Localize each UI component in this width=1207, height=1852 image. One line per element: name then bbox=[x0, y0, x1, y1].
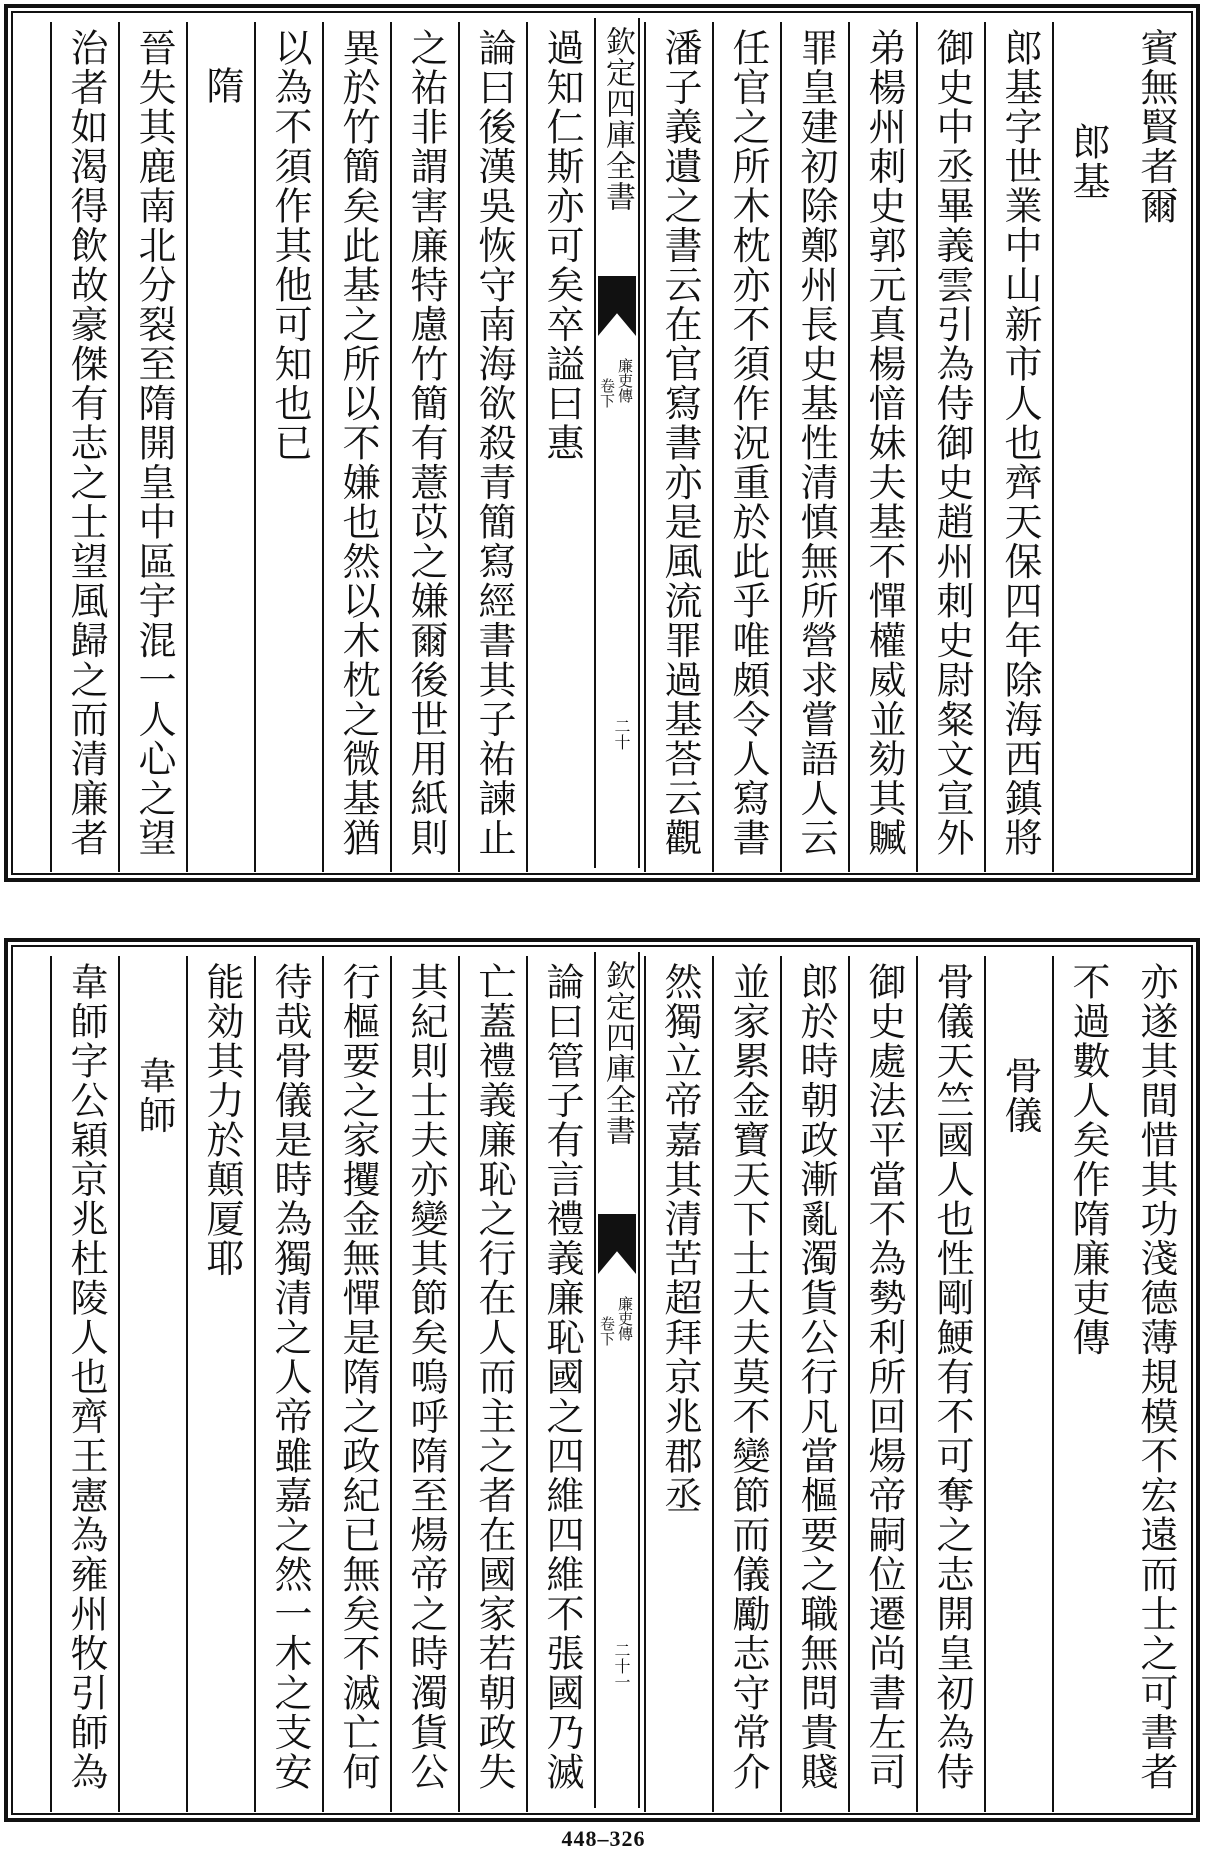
fold-strip bbox=[594, 952, 640, 1808]
text-column: 韋師字公穎京兆杜陵人也齊王憲為雍州牧引師為 bbox=[50, 956, 118, 1812]
upper-page-frame bbox=[4, 4, 1200, 882]
text-column: 郎基字世業中山新市人也齊天保四年除海西鎮將 bbox=[984, 22, 1052, 872]
text-column: 待哉骨儀是時為獨清之人帝雖嘉之然一木之支安 bbox=[254, 956, 322, 1812]
text-column: 然獨立帝嘉其清苦超拜京兆郡丞 bbox=[644, 956, 712, 1812]
lower-page-frame bbox=[4, 938, 1200, 1822]
section-heading: 韋師 bbox=[118, 956, 186, 1812]
juan-label: 卷下 bbox=[598, 378, 616, 408]
text-column: 賓無賢者爾 bbox=[1134, 28, 1178, 226]
text-column: 能効其力於顛厦耶 bbox=[186, 956, 254, 1812]
book-title: 欽定四庫全書 bbox=[600, 26, 635, 212]
text-column: 異於竹簡矣此基之所以不嫌也然以木枕之微基猶 bbox=[322, 22, 390, 872]
text-column: 郎於時朝政漸亂濁貨公行凡當樞要之職無問貴賤 bbox=[780, 956, 848, 1812]
text-column: 罪皇建初除鄭州長史基性清慎無所營求嘗語人云 bbox=[780, 22, 848, 872]
text-column: 其紀則士夫亦變其節矣嗚呼隋至煬帝之時濁貨公 bbox=[390, 956, 458, 1812]
text-column: 晉失其鹿南北分裂至隋開皇中區宇混一人心之望 bbox=[118, 22, 186, 872]
juan-label: 卷下 bbox=[598, 1316, 616, 1346]
text-column: 不過數人矣作隋廉吏傳 bbox=[1052, 956, 1120, 1812]
page-number: 二十 bbox=[612, 718, 631, 750]
text-column: 骨儀天竺國人也性剛鯁有不可奪之志開皇初為侍 bbox=[916, 956, 984, 1812]
volume-name: 廉吏傳 bbox=[616, 1296, 634, 1341]
text-column: 任官之所木枕亦不須作況重於此乎唯頗令人寫書 bbox=[712, 22, 780, 872]
book-title: 欽定四庫全書 bbox=[600, 960, 635, 1146]
text-column: 之祐非謂害廉特慮竹簡有薏苡之嫌爾後世用紙則 bbox=[390, 22, 458, 872]
section-heading: 郎基 bbox=[1052, 22, 1120, 872]
text-column: 過知仁斯亦可矣卒謚曰惠 bbox=[526, 22, 594, 872]
text-column: 治者如渴得飲故豪傑有志之士望風歸之而清廉者 bbox=[50, 22, 118, 872]
section-heading: 骨儀 bbox=[984, 956, 1052, 1812]
text-column: 弟楊州刺史郭元真楊愔妹夫基不憚權威並劾其贓 bbox=[848, 22, 916, 872]
dynasty-heading: 隋 bbox=[186, 22, 254, 872]
text-column: 亦遂其間惜其功淺德薄規模不宏遠而士之可書者 bbox=[1134, 962, 1178, 1792]
text-column: 潘子義遺之書云在官寫書亦是風流罪過基荅云觀 bbox=[644, 22, 712, 872]
page-footer-number: 448–326 bbox=[561, 1826, 646, 1851]
text-column: 御史中丞畢義雲引為侍御史趙州刺史尉粲文宣外 bbox=[916, 22, 984, 872]
text-column: 論曰管子有言禮義廉恥國之四維四維不張國乃滅 bbox=[526, 956, 594, 1812]
text-column: 亡蓋禮義廉恥之行在人而主之者在國家若朝政失 bbox=[458, 956, 526, 1812]
page-number: 二十一 bbox=[612, 1642, 631, 1690]
fold-strip bbox=[594, 18, 640, 868]
text-column: 並家累金寶天下士大夫莫不變節而儀勵志守常介 bbox=[712, 956, 780, 1812]
text-column: 行樞要之家攫金無憚是隋之政紀已無矣不滅亡何 bbox=[322, 956, 390, 1812]
text-column: 論曰後漢吳恢守南海欲殺青簡寫經書其子祐諫止 bbox=[458, 22, 526, 872]
text-column: 御史處法平當不為勢利所回煬帝嗣位遷尚書左司 bbox=[848, 956, 916, 1812]
volume-name: 廉吏傳 bbox=[616, 358, 634, 403]
text-column: 以為不須作其他可知也已 bbox=[254, 22, 322, 872]
